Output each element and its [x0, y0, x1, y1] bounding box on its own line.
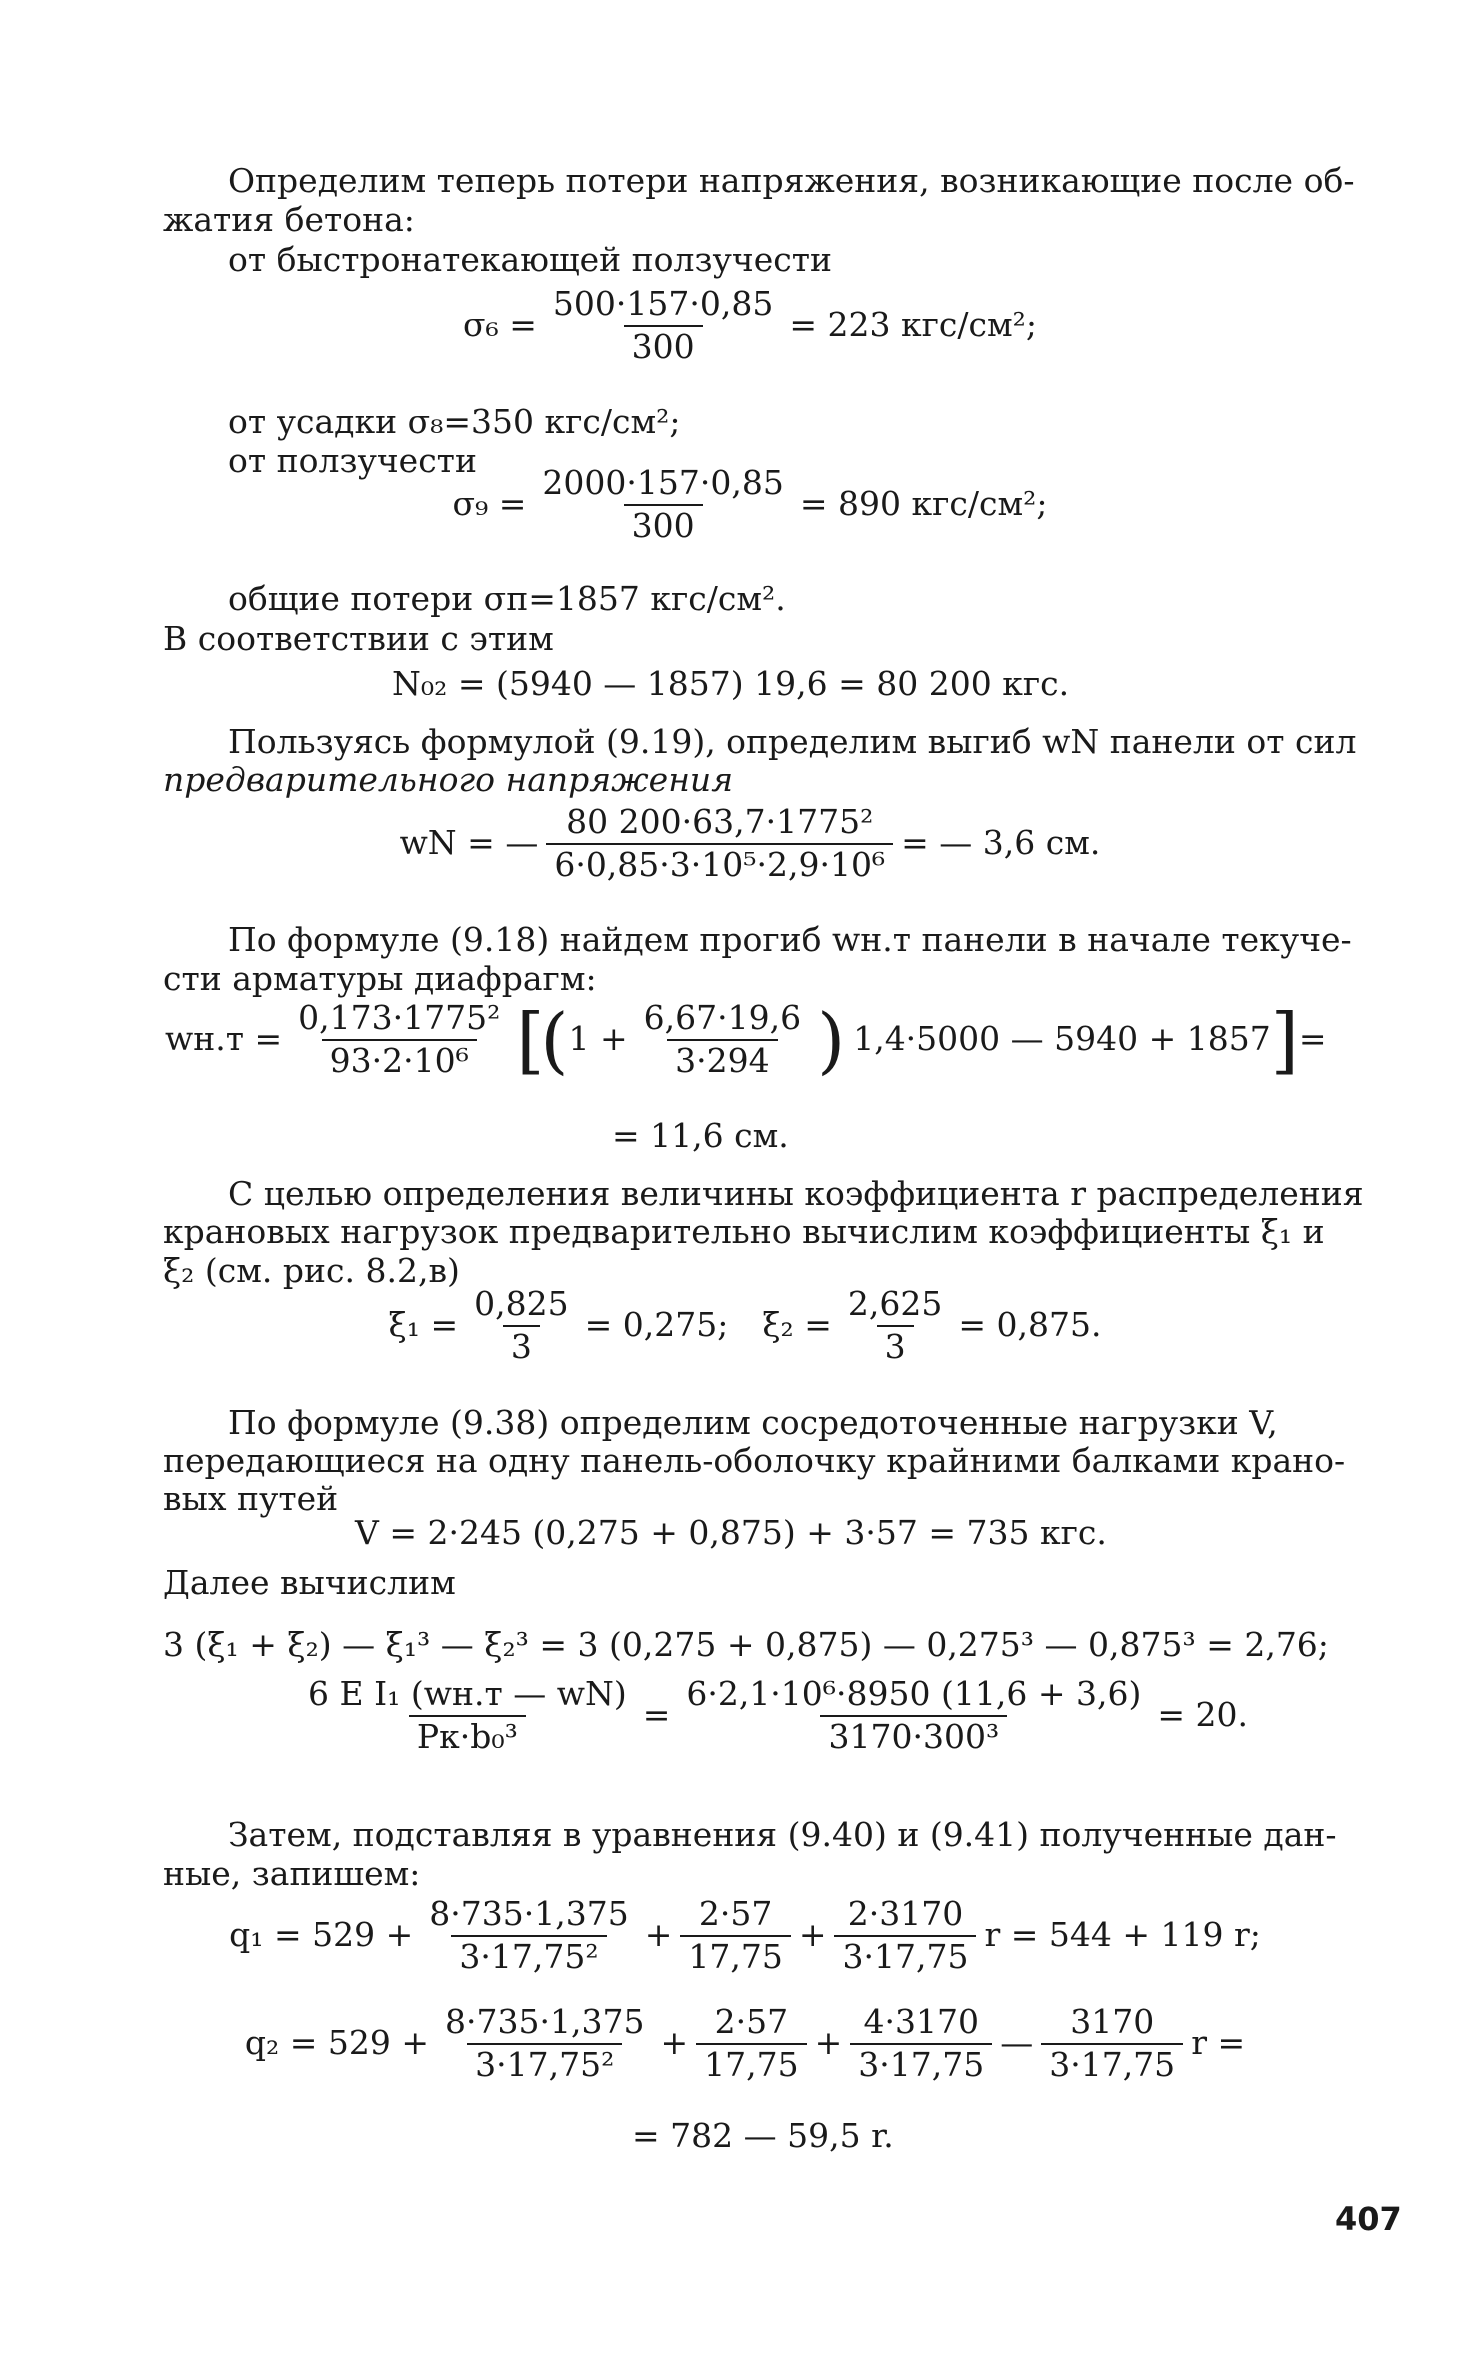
- text-line: от ползучести: [228, 441, 477, 480]
- denominator: 6·0,85·3·10⁵·2,9·10⁶: [546, 843, 893, 884]
- denominator: 3·17,75²: [467, 2043, 622, 2084]
- eq-plus: +: [814, 2023, 843, 2063]
- right-paren: ): [817, 997, 846, 1082]
- eq-plus: +: [644, 1915, 673, 1955]
- equation-sigma6: [440, 286, 1060, 366]
- denominator: 300: [624, 325, 703, 366]
- denominator: 17,75: [696, 2043, 806, 2084]
- equation-wnt-result: = 11,6 см.: [612, 1116, 789, 1155]
- eq-open: 1 +: [568, 1019, 628, 1059]
- text-line: ные, запишем:: [163, 1854, 421, 1893]
- denominator: Pк·b₀³: [409, 1715, 526, 1756]
- eq-rhs: = 0,275;: [584, 1305, 729, 1345]
- numerator: 2·3170: [847, 1894, 964, 1933]
- numerator: 0,825: [474, 1284, 569, 1323]
- left-bracket: [: [516, 997, 545, 1082]
- fraction: [840, 1286, 950, 1366]
- eq-minus: —: [1000, 2023, 1034, 2063]
- equation-wn: [340, 804, 1160, 884]
- eq-plus: +: [798, 1915, 827, 1955]
- eq-rhs: r = 544 + 119 r;: [984, 1915, 1261, 1955]
- eq-equals: =: [1298, 1019, 1327, 1059]
- numerator: 0,173·1775²: [298, 998, 501, 1037]
- fraction: [546, 804, 893, 884]
- text-line: С целью определения величины коэффициента r распределения: [228, 1174, 1364, 1213]
- eq-plus: +: [660, 2023, 689, 2063]
- denominator: 3: [877, 1325, 914, 1366]
- fraction: [300, 1676, 635, 1756]
- denominator: 93·2·10⁶: [322, 1039, 477, 1080]
- denominator: 17,75: [680, 1935, 790, 1976]
- eq-lhs: q₂ = 529 +: [244, 2023, 430, 2063]
- equation-xi: [330, 1286, 1160, 1366]
- fraction: [421, 1896, 636, 1976]
- numerator: 2,625: [847, 1284, 943, 1323]
- page-number: 407: [1335, 2200, 1402, 2238]
- equation-q2-result: = 782 — 59,5 r.: [632, 2116, 894, 2155]
- numerator: 3170: [1070, 2002, 1155, 2041]
- equation-q2: [170, 2004, 1320, 2084]
- fraction: [678, 1676, 1149, 1756]
- text-line: передающиеся на одну панель-оболочку крайними балками крано-: [163, 1441, 1346, 1480]
- text-line: от усадки σ₈=350 кгс/см²;: [228, 402, 681, 441]
- numerator: 2·57: [714, 2002, 789, 2041]
- denominator: 3·17,75: [1041, 2043, 1183, 2084]
- denominator: 3·17,75²: [451, 1935, 606, 1976]
- numerator: 2·57: [698, 1894, 773, 1933]
- numerator: 6,67·19,6: [643, 998, 802, 1037]
- right-bracket: ]: [1270, 997, 1299, 1082]
- fraction: [437, 2004, 652, 2084]
- fraction: [1041, 2004, 1183, 2084]
- fraction: [696, 2004, 806, 2084]
- fraction: [545, 286, 781, 366]
- text-line: По формуле (9.38) определим сосредоточенные нагрузки V,: [228, 1403, 1278, 1442]
- eq-lhs: wN = —: [399, 823, 539, 863]
- equation-ratio: [250, 1676, 1290, 1756]
- eq-tail: 1,4·5000 — 5940 + 1857: [853, 1019, 1271, 1059]
- equation-v: V = 2·245 (0,275 + 0,875) + 3·57 = 735 кгс.: [355, 1513, 1107, 1552]
- inner-fraction: [636, 1000, 809, 1080]
- denominator: 3·17,75: [834, 1935, 976, 1976]
- equation-sigma9: [420, 465, 1080, 545]
- text-line: крановых нагрузок предварительно вычислим коэффициенты ξ₁ и: [163, 1212, 1325, 1251]
- equation-n02: N₀₂ = (5940 — 1857) 19,6 = 80 200 кгс.: [392, 664, 1070, 703]
- numerator: 80 200·63,7·1775²: [566, 802, 874, 841]
- text-line: жатия бетона:: [163, 200, 415, 239]
- eq-rhs: = 20.: [1157, 1695, 1248, 1735]
- denominator: 3: [503, 1325, 540, 1366]
- fraction: [290, 1000, 508, 1080]
- eq-rhs: = 890 кгс/см²;: [799, 484, 1048, 524]
- eq-rhs: r =: [1191, 2023, 1246, 2063]
- eq-lhs: ξ₁ =: [388, 1305, 459, 1345]
- fraction: [834, 1896, 976, 1976]
- numerator: 8·735·1,375: [445, 2002, 645, 2041]
- denominator: 3·17,75: [850, 2043, 992, 2084]
- eq-lhs: q₁ = 529 +: [229, 1915, 414, 1955]
- text-line: от быстронатекающей ползучести: [228, 240, 832, 279]
- eq-rhs: = — 3,6 см.: [901, 823, 1101, 863]
- fraction: [534, 465, 791, 545]
- fraction: [466, 1286, 576, 1366]
- denominator: 3·294: [667, 1039, 777, 1080]
- text-line: В соответствии с этим: [163, 619, 554, 658]
- text-line: Далее вычислим: [163, 1563, 456, 1602]
- text-line: предварительного напряжения: [163, 760, 734, 799]
- text-line: ξ₂ (см. рис. 8.2,в): [163, 1251, 460, 1290]
- numerator: 6·2,1·10⁶·8950 (11,6 + 3,6): [686, 1674, 1142, 1713]
- equation-wnt: [165, 997, 1345, 1082]
- text-line: сти арматуры диафрагм:: [163, 959, 597, 998]
- eq-equals: =: [642, 1695, 671, 1735]
- text-line: Пользуясь формулой (9.19), определим выгиб wN панели от сил: [228, 722, 1357, 761]
- text-line: Определим теперь потери напряжения, возникающие после об-: [228, 161, 1355, 200]
- eq-lhs: σ₉ =: [452, 484, 527, 524]
- numerator: 4·3170: [863, 2002, 979, 2041]
- text-line: общие потери σп=1857 кгс/см².: [228, 579, 786, 618]
- fraction: [850, 2004, 992, 2084]
- text-line: По формуле (9.18) найдем прогиб wн.т панели в начале текуче-: [228, 920, 1352, 959]
- equation-q1: [170, 1896, 1320, 1976]
- eq-rhs: = 0,875.: [958, 1305, 1102, 1345]
- left-paren: (: [540, 997, 569, 1082]
- text-line: вых путей: [163, 1479, 339, 1518]
- eq-lhs: wн.т =: [165, 1019, 283, 1059]
- numerator: 8·735·1,375: [429, 1894, 629, 1933]
- text-line: Затем, подставляя в уравнения (9.40) и (9.41) полученные дан-: [228, 1815, 1337, 1854]
- numerator: 6 E I₁ (wн.т — wN): [308, 1674, 627, 1713]
- fraction: [680, 1896, 790, 1976]
- numerator: 500·157·0,85: [552, 284, 774, 323]
- eq-rhs: = 223 кгс/см²;: [789, 305, 1037, 345]
- numerator: 2000·157·0,85: [542, 463, 784, 502]
- equation-cubic: 3 (ξ₁ + ξ₂) — ξ₁³ — ξ₂³ = 3 (0,275 + 0,875) — 0,275³ — 0,875³ = 2,76;: [163, 1625, 1329, 1664]
- denominator: 3170·300³: [820, 1715, 1007, 1756]
- eq-lhs: ξ₂ =: [762, 1305, 832, 1345]
- denominator: 300: [624, 504, 703, 545]
- eq-lhs: σ₆ =: [463, 305, 537, 345]
